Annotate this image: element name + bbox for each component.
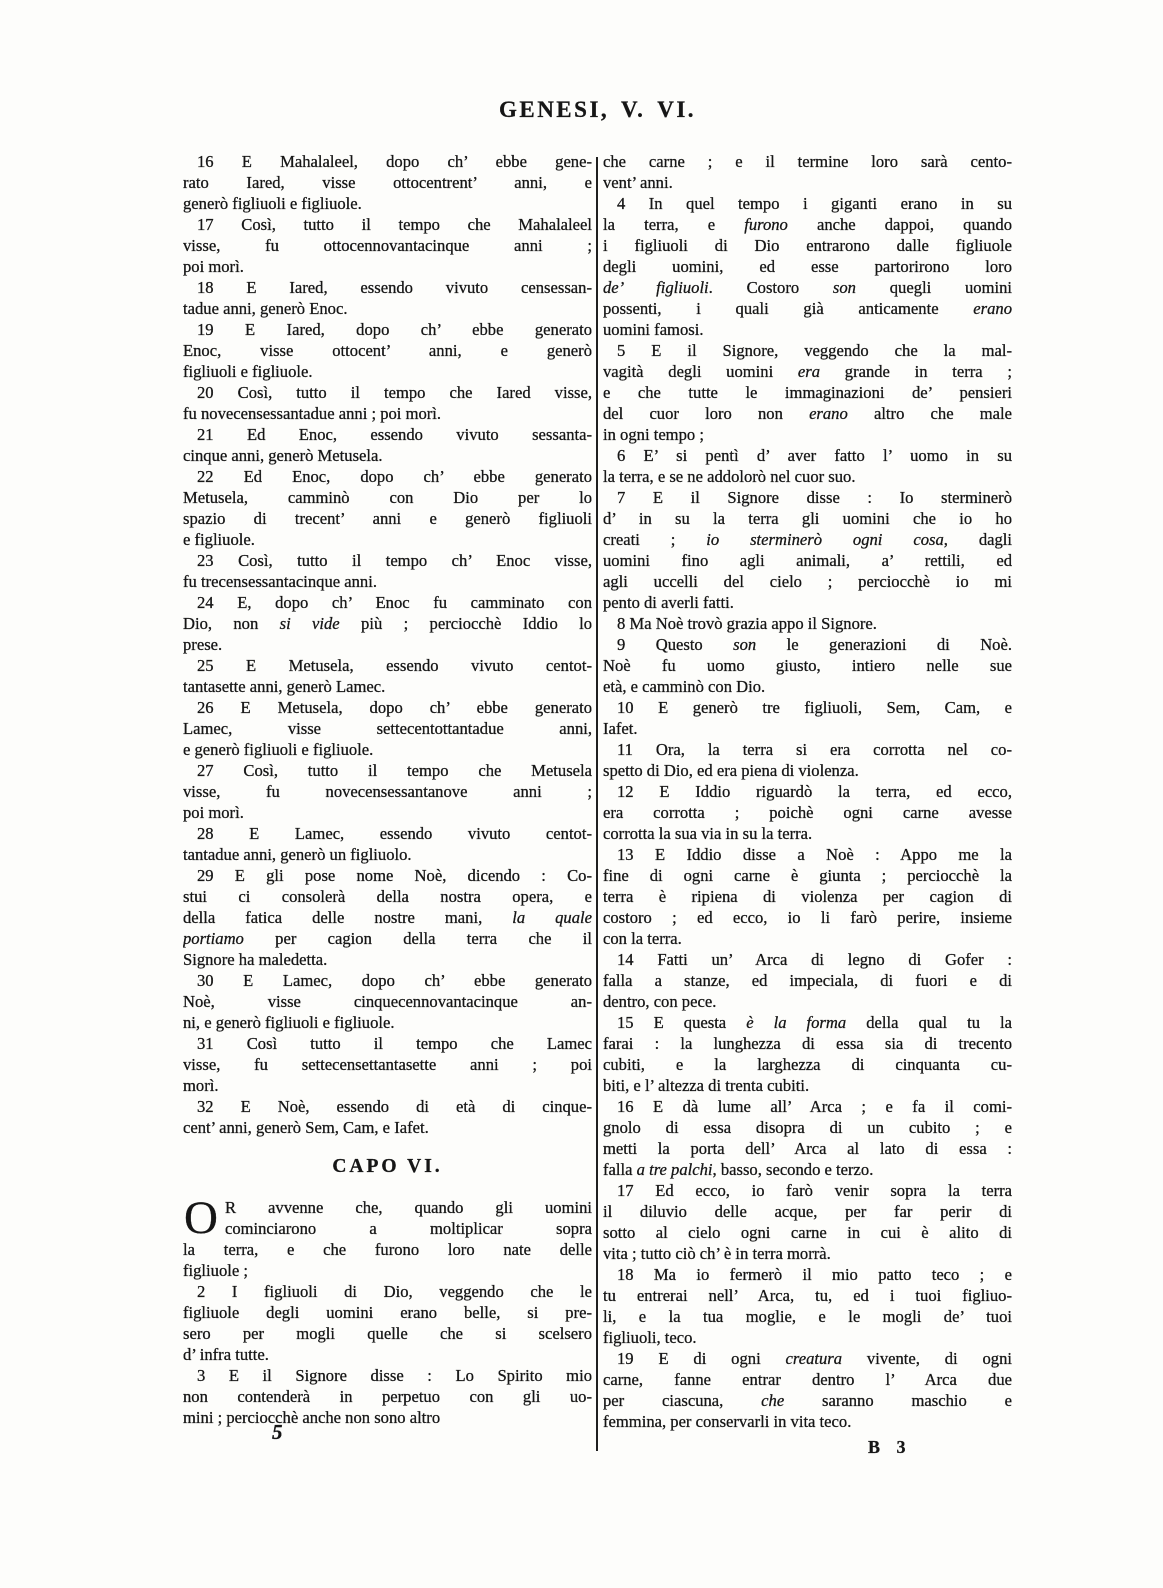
text-line: era corrotta ; poichè ogni carne avesse [603, 803, 1012, 822]
text-line: 14 Fatti un’ Arca di legno di Gofer : [617, 950, 1012, 969]
text-line: visse, fu settecensettantasette anni ; poi [183, 1055, 592, 1074]
text-line: tantasette anni, generò Lamec. [183, 677, 386, 696]
text-line: 18 E Iared, essendo vivuto censessan- [197, 278, 592, 297]
text-line: poi morì. [183, 803, 244, 822]
text-line: il diluvio delle acque, per far perir di [603, 1202, 1012, 1221]
text-line: de’ figliuoli. Costoro son quegli uomini [603, 278, 1012, 297]
text-line: la terra, e furono anche dappoi, quando [603, 215, 1012, 234]
text-line: cent’ anni, generò Sem, Cam, e Iafet. [183, 1118, 429, 1137]
text-line: fu trecensessantacinque anni. [183, 572, 377, 591]
text-line: 25 E Metusela, essendo vivuto centot- [197, 656, 592, 675]
text-line: falla a stanze, ed impeciala, di fuori e di [603, 971, 1012, 990]
text-line: stui ci consolerà della nostra opera, e [183, 887, 592, 906]
text-line: 12 E Iddio riguardò la terra, ed ecco, [617, 782, 1012, 801]
text-line: 28 E Lamec, essendo vivuto centot- [197, 824, 592, 843]
text-line: portiamo per cagion della terra che il [183, 929, 592, 948]
text-line: 18 Ma io fermerò il mio patto teco ; e [617, 1265, 1012, 1284]
text-line: 17 Così, tutto il tempo che Mahalaleel [197, 215, 592, 234]
text-line: terra è ripiena di violenza per cagion di [603, 887, 1012, 906]
text-line: fine di ogni carne è giunta ; perciocchè la [603, 866, 1012, 885]
text-line: spazio di trecent’ anni e generò figliuoli [183, 509, 592, 528]
text-line: uomini fino agli animali, a’ rettili, ed [603, 551, 1012, 570]
text-line: gnolo di essa disopra di un cubito ; e [603, 1118, 1012, 1137]
text-line: del cuor loro non erano altro che male [603, 404, 1012, 423]
text-line: tadue anni, generò Enoc. [183, 299, 348, 318]
text-line: d’ infra tutte. [183, 1345, 269, 1364]
text-line: 13 E Iddio disse a Noè : Appo me la [617, 845, 1012, 864]
text-line: cominciarono a moltiplicar sopra [224, 1219, 592, 1238]
text-line: 32 E Noè, essendo di età di cinque- [197, 1097, 592, 1116]
text-line: farai : la lunghezza di essa sia di trecento [603, 1034, 1012, 1053]
text-line: pento di averli fatti. [603, 593, 734, 612]
text-line: sotto al cielo ogni carne in cui è alito di [603, 1223, 1012, 1242]
text-line: Noè fu uomo giusto, intiero nelle sue [603, 656, 1012, 675]
text-line: biti, e l’ altezza di trenta cubiti. [603, 1076, 810, 1095]
text-line: Enoc, visse ottocent’ anni, e generò [183, 341, 592, 360]
text-line: età, e camminò con Dio. [603, 677, 766, 696]
text-line: in ogni tempo ; [603, 425, 704, 444]
text-line: degli uomini, ed esse partorirono loro [603, 257, 1012, 276]
text-line: visse, fu ottocennovantacinque anni ; [183, 236, 592, 255]
text-line: figliuoli e figliuole. [183, 362, 313, 381]
text-line: mini ; perciocchè anche non sono altro [183, 1408, 441, 1427]
text-line: 11 Ora, la terra si era corrotta nel co- [617, 740, 1012, 759]
text-line: la terra, e che furono loro nate delle [183, 1240, 592, 1259]
text-line: 29 E gli pose nome Noè, dicendo : Co- [197, 866, 592, 885]
text-line: 5 E il Signore, veggendo che la mal- [617, 341, 1012, 360]
text-line: 22 Ed Enoc, dopo ch’ ebbe generato [197, 467, 592, 486]
text-line: vita ; tutto ciò ch’ è in terra morrà. [603, 1244, 831, 1263]
text-line: d’ in su la terra gli uomini che io ho [603, 509, 1012, 528]
dropcap-letter: O [184, 1192, 218, 1244]
text-line: 26 E Metusela, dopo ch’ ebbe generato [197, 698, 592, 717]
text-line: tantadue anni, generò un figliuolo. [183, 845, 412, 864]
text-line: prese. [183, 635, 223, 654]
text-line: 8 Ma Noè trovò grazia appo il Signore. [617, 614, 877, 633]
text-line: Iafet. [603, 719, 638, 738]
text-line: sero per mogli quelle che si scelsero [183, 1324, 592, 1343]
text-line: Lamec, visse settecentottantadue anni, [183, 719, 592, 738]
text-line: Signore ha maledetta. [183, 950, 328, 969]
text-line: dentro, con pece. [603, 992, 717, 1011]
text-line: 31 Così tutto il tempo che Lamec [197, 1034, 592, 1053]
text-line: visse, fu novecensessantanove anni ; [183, 782, 592, 801]
chapter-heading: CAPO VI. [332, 1156, 443, 1177]
dropcap-paragraph [183, 1192, 592, 1244]
text-line: 21 Ed Enoc, essendo vivuto sessanta- [197, 425, 592, 444]
text-line: Dio, non si vide più ; perciocchè Iddio lo [183, 614, 592, 633]
text-line: figliuole degli uomini erano belle, si pre- [183, 1303, 592, 1322]
text-line: 7 E il Signore disse : Io sterminerò [617, 488, 1012, 507]
column-divider-rule [596, 157, 598, 1451]
text-line: vagità degli uomini era grande in terra ; [603, 362, 1012, 381]
text-line: 16 E dà lume all’ Arca ; e fa il comi- [617, 1097, 1012, 1116]
text-line: carne, fanne entrar dentro l’ Arca due [603, 1370, 1012, 1389]
text-line: costoro ; ed ecco, io li farò perire, insieme [603, 908, 1012, 927]
text-line: fu novecensessantadue anni ; poi morì. [183, 404, 442, 423]
text-line: corrotta la sua via in su la terra. [603, 824, 813, 843]
text-line: figliuole ; [183, 1261, 248, 1280]
text-line: 6 E’ si pentì d’ aver fatto l’ uomo in su [617, 446, 1012, 465]
text-line: Noè, visse cinquecennovantacinque an- [183, 992, 592, 1011]
running-head: GENESI, V. VI. [498, 97, 697, 122]
text-line: agli uccelli del cielo ; perciocchè io mi [603, 572, 1012, 591]
text-line: con la terra. [603, 929, 682, 948]
text-line: 9 Questo son le generazioni di Noè. [617, 635, 1012, 654]
text-line: metti la porta dell’ Arca al lato di essa : [603, 1139, 1012, 1158]
page-number: 5 [272, 1420, 283, 1444]
text-column-left [183, 151, 592, 1428]
text-line: creati ; io sterminerò ogni cosa, dagli [603, 530, 1012, 549]
text-line: 30 E Lamec, dopo ch’ ebbe generato [197, 971, 592, 990]
text-line: rato Iared, visse ottocentrent’ anni, e [183, 173, 592, 192]
text-line: e che tutte le immaginazioni de’ pensieri [603, 383, 1012, 402]
text-line: e generò figliuoli e figliuole. [183, 740, 374, 759]
text-line: spetto di Dio, ed era piena di violenza. [603, 761, 859, 780]
text-line: 27 Così, tutto il tempo che Metusela [197, 761, 592, 780]
text-line: i figliuoli di Dio entrarono dalle figliuole [603, 236, 1012, 255]
text-line: non contenderà in perpetuo con gli uo- [183, 1387, 592, 1406]
text-column-right [603, 151, 1012, 1432]
text-line: uomini famosi. [603, 320, 704, 339]
text-line: 19 E di ogni creatura vivente, di ogni [617, 1349, 1012, 1368]
text-line: 3 E il Signore disse : Lo Spirito mio [197, 1366, 592, 1385]
text-line: possenti, i quali già anticamente erano [603, 299, 1012, 318]
text-line: 17 Ed ecco, io farò venir sopra la terra [617, 1181, 1012, 1200]
text-line: 16 E Mahalaleel, dopo ch’ ebbe gene- [197, 152, 592, 171]
text-line: generò figliuoli e figliuole. [183, 194, 362, 213]
text-line: 2 I figliuoli di Dio, veggendo che le [197, 1282, 592, 1301]
text-line: figliuoli, teco. [603, 1328, 697, 1347]
text-line: 10 E generò tre figliuoli, Sem, Cam, e [617, 698, 1012, 717]
text-line: li, e la tua moglie, e le mogli de’ tuoi [603, 1307, 1012, 1326]
text-line: che carne ; e il termine loro sarà cento- [603, 152, 1012, 171]
text-line: e figliuole. [183, 530, 255, 549]
text-line: 23 Così, tutto il tempo ch’ Enoc visse, [197, 551, 592, 570]
text-line: poi morì. [183, 257, 244, 276]
text-line: morì. [183, 1076, 219, 1095]
text-line: falla a tre palchi, basso, secondo e terzo. [603, 1160, 874, 1179]
text-line: la terra, e se ne addolorò nel cuor suo. [603, 467, 856, 486]
text-line: cubiti, e la larghezza di cinquanta cu- [603, 1055, 1012, 1074]
text-line: della fatica delle nostre mani, la quale [183, 908, 592, 927]
text-line: femmina, per conservarli in vita teco. [603, 1412, 852, 1431]
text-line: 15 E questa è la forma della qual tu la [617, 1013, 1012, 1032]
text-line: 24 E, dopo ch’ Enoc fu camminato con [197, 593, 592, 612]
text-line: cinque anni, generò Metusela. [183, 446, 383, 465]
text-line: ni, e generò figliuoli e figliuole. [183, 1013, 395, 1032]
text-line: tu entrerai nell’ Arca, tu, ed i tuoi figliuo- [603, 1286, 1012, 1305]
text-line: 19 E Iared, dopo ch’ ebbe generato [197, 320, 592, 339]
text-line: 4 In quel tempo i giganti erano in su [617, 194, 1012, 213]
text-line: Metusela, camminò con Dio per lo [183, 488, 592, 507]
text-line: per ciascuna, che saranno maschio e [603, 1391, 1012, 1410]
text-line: 20 Così, tutto il tempo che Iared visse, [197, 383, 592, 402]
text-line: vent’ anni. [603, 173, 673, 192]
text-line: R avvenne che, quando gli uomini [224, 1198, 592, 1217]
printer-signature: B 3 [868, 1437, 912, 1457]
